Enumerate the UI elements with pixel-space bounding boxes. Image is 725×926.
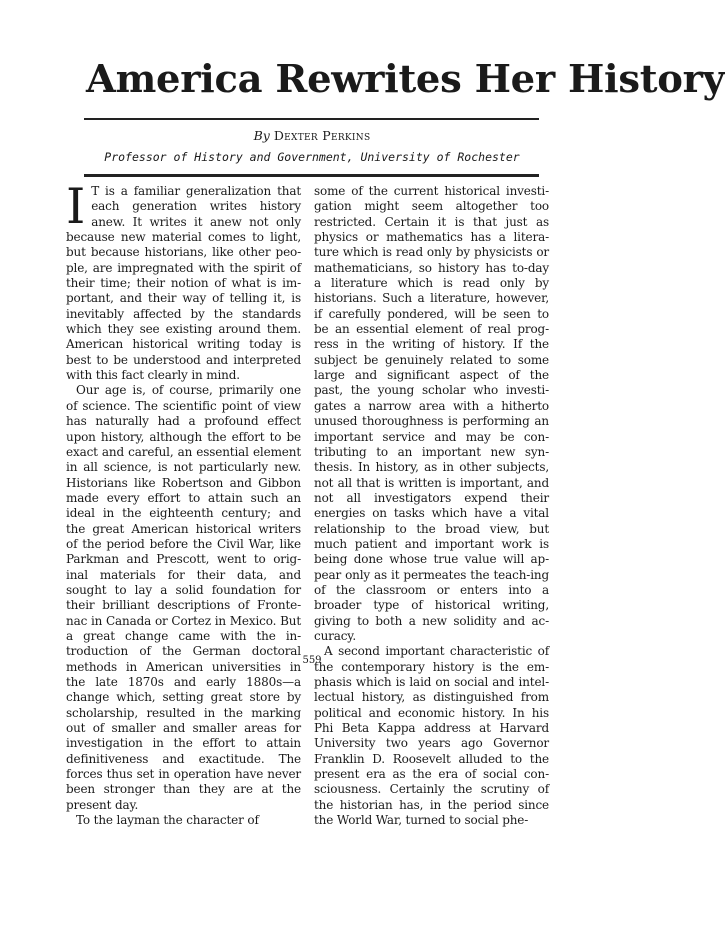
author-name: Dexter Perkins [273,128,371,143]
title-rule [84,118,539,120]
paragraph: some of the current historical investi-gation might seem altogether too restricted. Certain it is that just as physics or mathematics has a litera-ture which is read only by physicists or mathematicians, so history has to-day a literature which is read only by historians. Such a literature, however, if carefully pondered, will be seen to be an essential element of real prog-ress in the writing of history. If the subject be genuinely related to some large and significant aspect of the past, the young scholar who investi-gates a narrow area with a hitherto unused thoroughness is performing an important service and may be con-tributing to an important new syn-thesis. In history, as in other subjects, not all that is written is important, and not all investigators expend their energies on tasks which have a vital relationship to the broad view, but much patient and important work is being done whose true value will ap-pear only as it permeates the teach-ing of the classroom or enters into a broader type of historical writing, giving to both a new solidity and ac-curacy. [314,184,549,643]
article-title: America Rewrites Her History [86,57,725,102]
drop-cap: I [66,178,86,235]
paragraph-text: T is a familiar generalization that each generation writes history anew. It writes it anew not only because new material comes to light, but because historians, like other peo-ple, are impregnated with the spirit of their time; their notion of what is im-portant, and their way of telling it, is inevitably affected by the standards which they see existing around them. American historical writing today is best to be understood and interpreted with this fact clearly in mind. [66,184,301,383]
header-rule [84,174,539,177]
byline [0,128,624,144]
paragraph: Our age is, of course, primarily one of science. The scientific point of view has naturally had a profound effect upon history, although the effort to be exact and careful, an essential element in all science, is not particularly new. Historians like Robertson and Gibbon made every effort to attain such an ideal in the eighteenth century; and the great American historical writers of the period before the Civil War, like Parkman and Prescott, went to orig-inal materials for their data, and sought to lay a solid foundation for their brilliant descriptions of Fronte-nac in Canada or Cortez in Mexico. But a great change came with the in-troduction of the German doctoral methods in American universities in the late 1870s and early 1880s—a change which, setting great store by scholarship, resulted in the marking out of smaller and smaller areas for investigation in the effort to attain definitiveness and exactitude. The forces thus set in operation have never been stronger than they are at the present day. [66,383,301,812]
right-column [314,184,549,828]
paragraph: To the layman the character of [76,813,259,828]
paragraph: A second important characteristic of the contemporary history is the em-phasis which is laid on social and intel-lectual history, as distinguished from political and economic history. In his Phi Beta Kappa address at Harvard University two years ago Governor Franklin D. Roosevelt alluded to the present era as the era of social con-sciousness. Certainly the scrutiny of the historian has, in the period since the World War, turned to social phe- [314,644,549,828]
page-number: 559 [302,655,322,666]
paragraph [66,178,301,383]
author-affiliation: Professor of History and Government, University of Rochester [104,150,520,164]
left-column [66,178,301,828]
byline-prefix: By [253,128,270,143]
